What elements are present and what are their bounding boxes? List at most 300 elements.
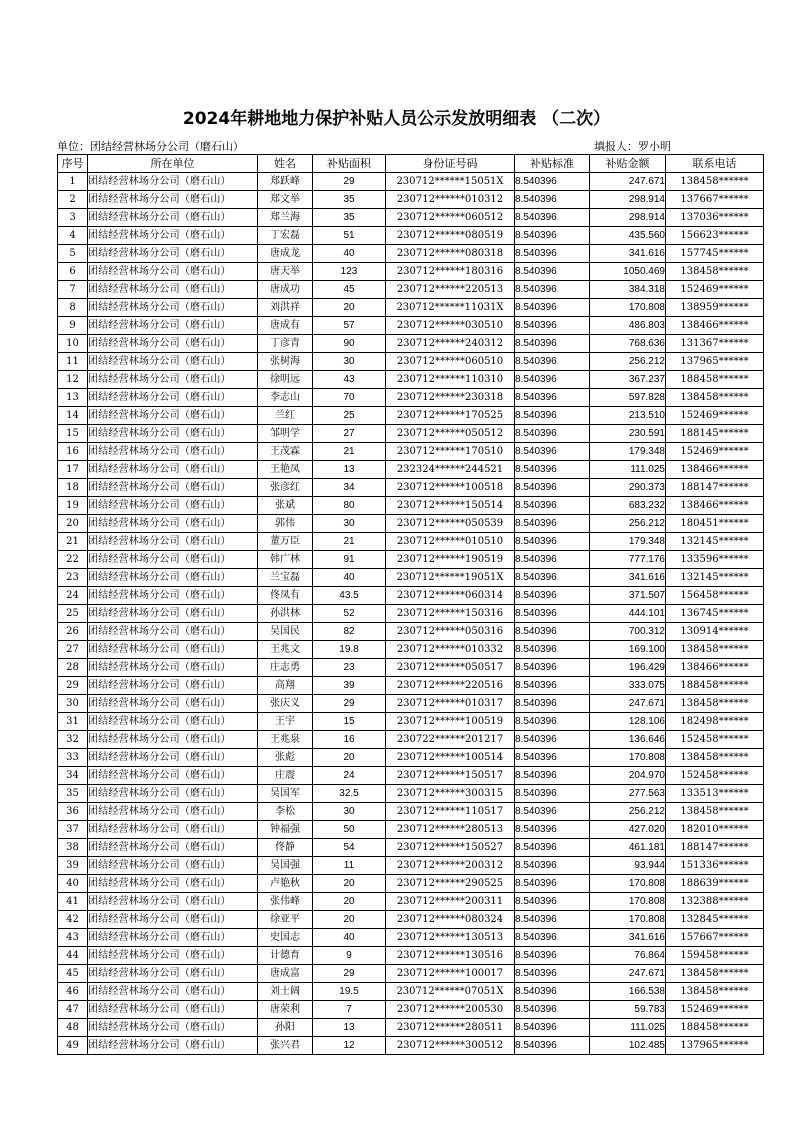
- row-number: 32: [58, 731, 88, 749]
- row-id-number: 230712******07051X: [386, 983, 515, 1001]
- row-number: 31: [58, 713, 88, 731]
- row-unit: 团结经营林场分公司（磨石山）: [88, 353, 258, 371]
- table-row: [58, 551, 764, 569]
- table-row: [58, 983, 764, 1001]
- table-row: [58, 515, 764, 533]
- row-id-number: 230712******010312: [386, 191, 515, 209]
- row-id-number: 230712******110310: [386, 371, 515, 389]
- row-area: 40: [313, 245, 386, 263]
- row-standard: 8.540396: [515, 659, 590, 677]
- row-standard: 8.540396: [515, 947, 590, 965]
- row-person-name: 卢艳秋: [258, 875, 313, 893]
- row-phone: 156623******: [666, 227, 764, 245]
- row-id-number: 230712******050316: [386, 623, 515, 641]
- row-phone: 138466******: [666, 317, 764, 335]
- row-person-name: 吴国民: [258, 623, 313, 641]
- row-person-name: 王茂霖: [258, 443, 313, 461]
- row-number: 27: [58, 641, 88, 659]
- row-number: 7: [58, 281, 88, 299]
- row-area: 30: [313, 515, 386, 533]
- row-id-number: 230712******150514: [386, 497, 515, 515]
- row-standard: 8.540396: [515, 191, 590, 209]
- row-phone: 188147******: [666, 479, 764, 497]
- row-area: 25: [313, 407, 386, 425]
- table-row: [58, 407, 764, 425]
- row-id-number: 230712******19051X: [386, 569, 515, 587]
- row-standard: 8.540396: [515, 875, 590, 893]
- row-amount: 170.808: [590, 911, 666, 929]
- row-amount: 427.020: [590, 821, 666, 839]
- table-row: [58, 371, 764, 389]
- row-area: 40: [313, 569, 386, 587]
- row-amount: 102.485: [590, 1037, 666, 1055]
- row-amount: 298.914: [590, 191, 666, 209]
- row-amount: 486.803: [590, 317, 666, 335]
- row-standard: 8.540396: [515, 173, 590, 191]
- row-unit: 团结经营林场分公司（磨石山）: [88, 839, 258, 857]
- row-unit: 团结经营林场分公司（磨石山）: [88, 299, 258, 317]
- row-person-name: 郭伟: [258, 515, 313, 533]
- row-number: 42: [58, 911, 88, 929]
- row-unit: 团结经营林场分公司（磨石山）: [88, 1019, 258, 1037]
- row-area: 29: [313, 173, 386, 191]
- row-number: 44: [58, 947, 88, 965]
- row-area: 82: [313, 623, 386, 641]
- row-number: 49: [58, 1037, 88, 1055]
- row-phone: 138458******: [666, 983, 764, 1001]
- row-standard: 8.540396: [515, 713, 590, 731]
- row-amount: 333.075: [590, 677, 666, 695]
- row-amount: 435.560: [590, 227, 666, 245]
- row-standard: 8.540396: [515, 677, 590, 695]
- row-id-number: 230712******030510: [386, 317, 515, 335]
- row-area: 20: [313, 749, 386, 767]
- row-standard: 8.540396: [515, 515, 590, 533]
- row-unit: 团结经营林场分公司（磨石山）: [88, 245, 258, 263]
- row-area: 7: [313, 1001, 386, 1019]
- table-row: [58, 1037, 764, 1055]
- table-row: [58, 389, 764, 407]
- row-standard: 8.540396: [515, 281, 590, 299]
- row-amount: 341.616: [590, 245, 666, 263]
- row-id-number: 230712******200311: [386, 893, 515, 911]
- row-area: 43: [313, 371, 386, 389]
- row-id-number: 230712******100519: [386, 713, 515, 731]
- table-row: [58, 587, 764, 605]
- row-standard: 8.540396: [515, 1019, 590, 1037]
- row-standard: 8.540396: [515, 407, 590, 425]
- row-person-name: 张树海: [258, 353, 313, 371]
- row-standard: 8.540396: [515, 335, 590, 353]
- row-person-name: 郑文举: [258, 191, 313, 209]
- table-row: [58, 965, 764, 983]
- row-person-name: 王艳凤: [258, 461, 313, 479]
- row-unit: 团结经营林场分公司（磨石山）: [88, 191, 258, 209]
- row-number: 20: [58, 515, 88, 533]
- row-standard: 8.540396: [515, 641, 590, 659]
- row-phone: 156458******: [666, 587, 764, 605]
- table-row: [58, 443, 764, 461]
- row-person-name: 徐明远: [258, 371, 313, 389]
- row-standard: 8.540396: [515, 1037, 590, 1055]
- row-number: 11: [58, 353, 88, 371]
- row-area: 40: [313, 929, 386, 947]
- row-number: 26: [58, 623, 88, 641]
- table-row: [58, 263, 764, 281]
- row-number: 8: [58, 299, 88, 317]
- row-phone: 188458******: [666, 677, 764, 695]
- row-standard: 8.540396: [515, 353, 590, 371]
- table-row: [58, 659, 764, 677]
- row-phone: 182010******: [666, 821, 764, 839]
- row-phone: 136745******: [666, 605, 764, 623]
- row-unit: 团结经营林场分公司（磨石山）: [88, 947, 258, 965]
- row-amount: 256.212: [590, 353, 666, 371]
- row-person-name: 唐成有: [258, 317, 313, 335]
- row-phone: 132845******: [666, 911, 764, 929]
- table-row: [58, 857, 764, 875]
- row-person-name: 钟福强: [258, 821, 313, 839]
- row-id-number: 230712******080519: [386, 227, 515, 245]
- row-standard: 8.540396: [515, 263, 590, 281]
- row-area: 23: [313, 659, 386, 677]
- row-person-name: 郑跃峰: [258, 173, 313, 191]
- row-id-number: 230712******150527: [386, 839, 515, 857]
- row-phone: 152469******: [666, 1001, 764, 1019]
- row-unit: 团结经营林场分公司（磨石山）: [88, 875, 258, 893]
- row-person-name: 史国志: [258, 929, 313, 947]
- row-id-number: 230712******130516: [386, 947, 515, 965]
- row-person-name: 佟静: [258, 839, 313, 857]
- row-amount: 700.312: [590, 623, 666, 641]
- table-row: [58, 893, 764, 911]
- row-amount: 196.429: [590, 659, 666, 677]
- row-area: 27: [313, 425, 386, 443]
- row-number: 37: [58, 821, 88, 839]
- table-row: [58, 227, 764, 245]
- row-number: 46: [58, 983, 88, 1001]
- row-area: 70: [313, 389, 386, 407]
- row-amount: 76.864: [590, 947, 666, 965]
- row-number: 13: [58, 389, 88, 407]
- header-no: 序号: [58, 155, 88, 173]
- row-area: 13: [313, 1019, 386, 1037]
- row-id-number: 230712******180316: [386, 263, 515, 281]
- table-row: [58, 947, 764, 965]
- row-id-number: 230712******050512: [386, 425, 515, 443]
- row-phone: 132145******: [666, 569, 764, 587]
- row-number: 19: [58, 497, 88, 515]
- row-standard: 8.540396: [515, 551, 590, 569]
- table-row: [58, 317, 764, 335]
- row-id-number: 230712******280513: [386, 821, 515, 839]
- row-id-number: 230712******050517: [386, 659, 515, 677]
- row-amount: 256.212: [590, 803, 666, 821]
- row-id-number: 230712******170525: [386, 407, 515, 425]
- row-phone: 188639******: [666, 875, 764, 893]
- row-id-number: 230712******170510: [386, 443, 515, 461]
- row-area: 9: [313, 947, 386, 965]
- row-number: 25: [58, 605, 88, 623]
- row-area: 30: [313, 353, 386, 371]
- row-person-name: 邹明学: [258, 425, 313, 443]
- row-person-name: 兰宝磊: [258, 569, 313, 587]
- row-person-name: 李志山: [258, 389, 313, 407]
- row-unit: 团结经营林场分公司（磨石山）: [88, 389, 258, 407]
- table-row: [58, 875, 764, 893]
- row-phone: 188147******: [666, 839, 764, 857]
- row-number: 10: [58, 335, 88, 353]
- row-amount: 247.671: [590, 965, 666, 983]
- row-id-number: 230712******220516: [386, 677, 515, 695]
- row-amount: 777.176: [590, 551, 666, 569]
- table-row: [58, 641, 764, 659]
- row-id-number: 230712******110517: [386, 803, 515, 821]
- row-area: 57: [313, 317, 386, 335]
- row-amount: 128.106: [590, 713, 666, 731]
- row-unit: 团结经营林场分公司（磨石山）: [88, 803, 258, 821]
- row-phone: 152458******: [666, 731, 764, 749]
- row-standard: 8.540396: [515, 461, 590, 479]
- row-area: 43.5: [313, 587, 386, 605]
- row-unit: 团结经营林场分公司（磨石山）: [88, 587, 258, 605]
- row-id-number: 230712******130513: [386, 929, 515, 947]
- row-standard: 8.540396: [515, 821, 590, 839]
- table-row: [58, 245, 764, 263]
- row-standard: 8.540396: [515, 479, 590, 497]
- table-row: [58, 173, 764, 191]
- row-number: 2: [58, 191, 88, 209]
- table-row: [58, 461, 764, 479]
- row-amount: 371.507: [590, 587, 666, 605]
- row-id-number: 230722******201217: [386, 731, 515, 749]
- filler-label: 填报人：罗小明: [594, 140, 671, 153]
- row-phone: 157667******: [666, 929, 764, 947]
- row-person-name: 吴国强: [258, 857, 313, 875]
- row-unit: 团结经营林场分公司（磨石山）: [88, 713, 258, 731]
- row-amount: 170.808: [590, 749, 666, 767]
- row-amount: 277.563: [590, 785, 666, 803]
- row-number: 35: [58, 785, 88, 803]
- row-person-name: 唐成富: [258, 965, 313, 983]
- row-amount: 597.828: [590, 389, 666, 407]
- row-area: 11: [313, 857, 386, 875]
- row-standard: 8.540396: [515, 227, 590, 245]
- row-area: 24: [313, 767, 386, 785]
- row-person-name: 王兆泉: [258, 731, 313, 749]
- row-unit: 团结经营林场分公司（磨石山）: [88, 209, 258, 227]
- row-amount: 166.538: [590, 983, 666, 1001]
- row-area: 52: [313, 605, 386, 623]
- table-row: [58, 623, 764, 641]
- row-area: 20: [313, 893, 386, 911]
- table-row: [58, 911, 764, 929]
- row-unit: 团结经营林场分公司（磨石山）: [88, 461, 258, 479]
- table-row: [58, 425, 764, 443]
- row-number: 14: [58, 407, 88, 425]
- row-unit: 团结经营林场分公司（磨石山）: [88, 443, 258, 461]
- row-number: 22: [58, 551, 88, 569]
- row-unit: 团结经营林场分公司（磨石山）: [88, 317, 258, 335]
- row-amount: 683.232: [590, 497, 666, 515]
- row-area: 30: [313, 803, 386, 821]
- row-standard: 8.540396: [515, 245, 590, 263]
- header-standard: 补贴标准: [515, 155, 590, 173]
- row-phone: 137667******: [666, 191, 764, 209]
- row-number: 41: [58, 893, 88, 911]
- row-person-name: 佟凤有: [258, 587, 313, 605]
- row-person-name: 郑兰海: [258, 209, 313, 227]
- header-phone: 联系电话: [666, 155, 764, 173]
- row-area: 80: [313, 497, 386, 515]
- header-row: [58, 155, 764, 173]
- row-amount: 256.212: [590, 515, 666, 533]
- row-id-number: 230712******200530: [386, 1001, 515, 1019]
- row-phone: 188145******: [666, 425, 764, 443]
- row-phone: 138458******: [666, 965, 764, 983]
- row-area: 20: [313, 299, 386, 317]
- row-phone: 182498******: [666, 713, 764, 731]
- row-standard: 8.540396: [515, 299, 590, 317]
- table-row: [58, 1019, 764, 1037]
- row-id-number: 230712******050539: [386, 515, 515, 533]
- row-id-number: 230712******240312: [386, 335, 515, 353]
- row-standard: 8.540396: [515, 371, 590, 389]
- row-area: 19.5: [313, 983, 386, 1001]
- row-person-name: 兰红: [258, 407, 313, 425]
- row-number: 36: [58, 803, 88, 821]
- row-phone: 138458******: [666, 695, 764, 713]
- row-number: 48: [58, 1019, 88, 1037]
- row-phone: 138466******: [666, 461, 764, 479]
- row-phone: 132145******: [666, 533, 764, 551]
- row-unit: 团结经营林场分公司（磨石山）: [88, 335, 258, 353]
- row-standard: 8.540396: [515, 893, 590, 911]
- row-person-name: 庄志勇: [258, 659, 313, 677]
- row-phone: 138466******: [666, 659, 764, 677]
- table-row: [58, 497, 764, 515]
- row-number: 9: [58, 317, 88, 335]
- row-area: 51: [313, 227, 386, 245]
- row-area: 21: [313, 443, 386, 461]
- row-number: 30: [58, 695, 88, 713]
- row-amount: 341.616: [590, 569, 666, 587]
- row-amount: 179.348: [590, 443, 666, 461]
- row-id-number: 230712******060510: [386, 353, 515, 371]
- row-standard: 8.540396: [515, 569, 590, 587]
- row-area: 91: [313, 551, 386, 569]
- row-number: 21: [58, 533, 88, 551]
- row-id-number: 230712******060512: [386, 209, 515, 227]
- row-number: 45: [58, 965, 88, 983]
- row-person-name: 吴国军: [258, 785, 313, 803]
- row-unit: 团结经营林场分公司（磨石山）: [88, 1001, 258, 1019]
- row-id-number: 230712******230318: [386, 389, 515, 407]
- row-unit: 团结经营林场分公司（磨石山）: [88, 785, 258, 803]
- row-amount: 93.944: [590, 857, 666, 875]
- row-amount: 367.237: [590, 371, 666, 389]
- row-area: 21: [313, 533, 386, 551]
- row-number: 39: [58, 857, 88, 875]
- table-row: [58, 299, 764, 317]
- row-unit: 团结经营林场分公司（磨石山）: [88, 407, 258, 425]
- table-row: [58, 713, 764, 731]
- row-person-name: 董万臣: [258, 533, 313, 551]
- row-area: 34: [313, 479, 386, 497]
- row-phone: 180451******: [666, 515, 764, 533]
- row-amount: 341.616: [590, 929, 666, 947]
- row-person-name: 唐天举: [258, 263, 313, 281]
- row-standard: 8.540396: [515, 767, 590, 785]
- row-amount: 59.783: [590, 1001, 666, 1019]
- table-row: [58, 479, 764, 497]
- row-phone: 138458******: [666, 749, 764, 767]
- row-id-number: 230712******190519: [386, 551, 515, 569]
- row-number: 47: [58, 1001, 88, 1019]
- row-phone: 159458******: [666, 947, 764, 965]
- row-number: 24: [58, 587, 88, 605]
- row-id-number: 230712******220513: [386, 281, 515, 299]
- row-standard: 8.540396: [515, 731, 590, 749]
- row-area: 20: [313, 875, 386, 893]
- row-id-number: 230712******290525: [386, 875, 515, 893]
- row-phone: 152469******: [666, 407, 764, 425]
- row-area: 39: [313, 677, 386, 695]
- row-person-name: 张庆义: [258, 695, 313, 713]
- table-row: [58, 605, 764, 623]
- row-area: 32.5: [313, 785, 386, 803]
- row-id-number: 230712******010317: [386, 695, 515, 713]
- row-id-number: 230712******080318: [386, 245, 515, 263]
- row-area: 15: [313, 713, 386, 731]
- row-person-name: 张伟峰: [258, 893, 313, 911]
- row-person-name: 唐成功: [258, 281, 313, 299]
- row-unit: 团结经营林场分公司（磨石山）: [88, 659, 258, 677]
- row-person-name: 刘洪祥: [258, 299, 313, 317]
- row-area: 29: [313, 695, 386, 713]
- row-number: 17: [58, 461, 88, 479]
- row-person-name: 刘士阔: [258, 983, 313, 1001]
- row-standard: 8.540396: [515, 1001, 590, 1019]
- row-unit: 团结经营林场分公司（磨石山）: [88, 533, 258, 551]
- table-row: [58, 353, 764, 371]
- row-id-number: 230712******300315: [386, 785, 515, 803]
- row-amount: 230.591: [590, 425, 666, 443]
- row-unit: 团结经营林场分公司（磨石山）: [88, 497, 258, 515]
- row-standard: 8.540396: [515, 929, 590, 947]
- row-standard: 8.540396: [515, 749, 590, 767]
- row-phone: 152469******: [666, 443, 764, 461]
- row-amount: 247.671: [590, 173, 666, 191]
- table-row: [58, 335, 764, 353]
- row-unit: 团结经营林场分公司（磨石山）: [88, 983, 258, 1001]
- row-unit: 团结经营林场分公司（磨石山）: [88, 263, 258, 281]
- row-unit: 团结经营林场分公司（磨石山）: [88, 623, 258, 641]
- row-number: 3: [58, 209, 88, 227]
- row-person-name: 张彦红: [258, 479, 313, 497]
- row-standard: 8.540396: [515, 911, 590, 929]
- row-phone: 138458******: [666, 803, 764, 821]
- header-unit: 所在单位: [88, 155, 258, 173]
- row-person-name: 丁彦青: [258, 335, 313, 353]
- row-phone: 130914******: [666, 623, 764, 641]
- row-phone: 137965******: [666, 353, 764, 371]
- row-number: 1: [58, 173, 88, 191]
- row-number: 23: [58, 569, 88, 587]
- row-area: 35: [313, 209, 386, 227]
- row-amount: 213.510: [590, 407, 666, 425]
- row-unit: 团结经营林场分公司（磨石山）: [88, 227, 258, 245]
